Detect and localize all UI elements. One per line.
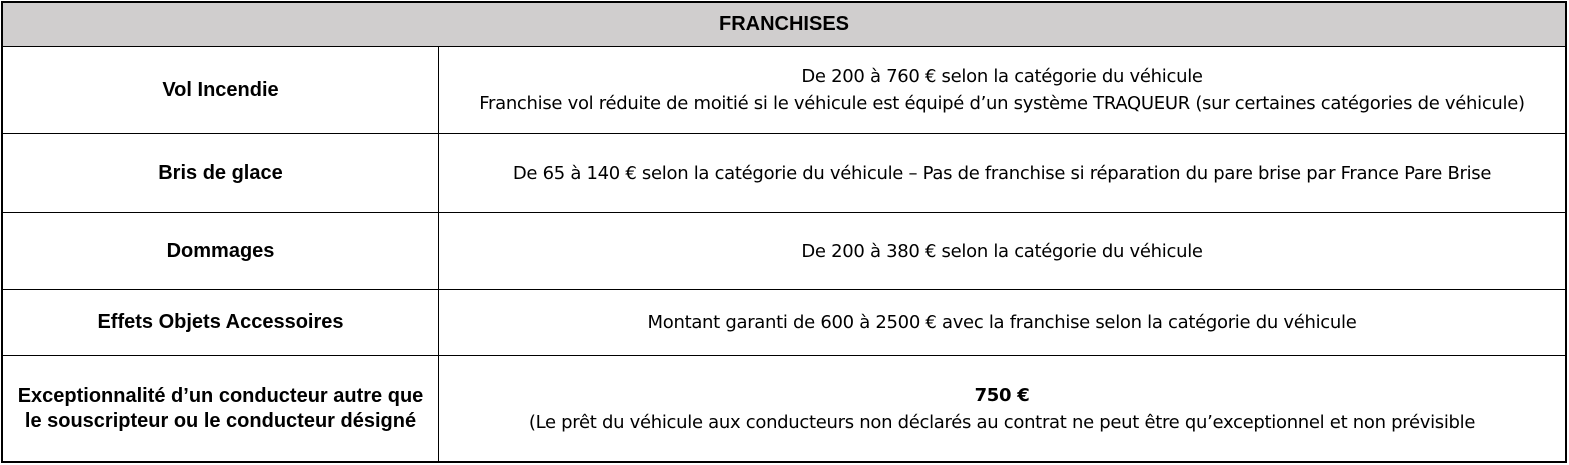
row-value-line: De 200 à 380 € selon la catégorie du véhicule [801,240,1203,262]
row-value-line: (Le prêt du véhicule aux conducteurs non déclarés au contrat ne peut être qu’exceptionnel et non prévisible [528,411,1476,433]
row-value [439,213,1565,289]
table-title: FRANCHISES [3,3,1565,47]
row-value-line: Franchise vol réduite de moitié si le véhicule est équipé d’un système TRAQUEUR (sur certaines catégories de véhicule) [479,93,1525,114]
table-row [3,356,1565,461]
row-value [439,356,1565,461]
row-label: Exceptionnalité d’un conducteur autre que le souscripteur ou le conducteur désigné [3,356,439,461]
row-value-amount: 750 € [974,384,1030,406]
row-value-line: De 200 à 760 € selon la catégorie du véhicule [801,66,1203,87]
row-value [439,134,1565,212]
row-label: Vol Incendie [3,47,439,133]
table-row [3,290,1565,356]
row-value-line: De 65 à 140 € selon la catégorie du véhicule – Pas de franchise si réparation du pare brise par France Pare Brise [512,162,1492,184]
table-row [3,213,1565,290]
row-label: Bris de glace [3,134,439,212]
row-label: Effets Objets Accessoires [3,290,439,355]
row-value [439,47,1565,133]
row-label: Dommages [3,213,439,289]
row-value-line: Montant garanti de 600 à 2500 € avec la franchise selon la catégorie du véhicule [647,312,1357,333]
row-value [439,290,1565,355]
franchises-table [1,1,1567,463]
table-row [3,47,1565,134]
table-row [3,134,1565,213]
